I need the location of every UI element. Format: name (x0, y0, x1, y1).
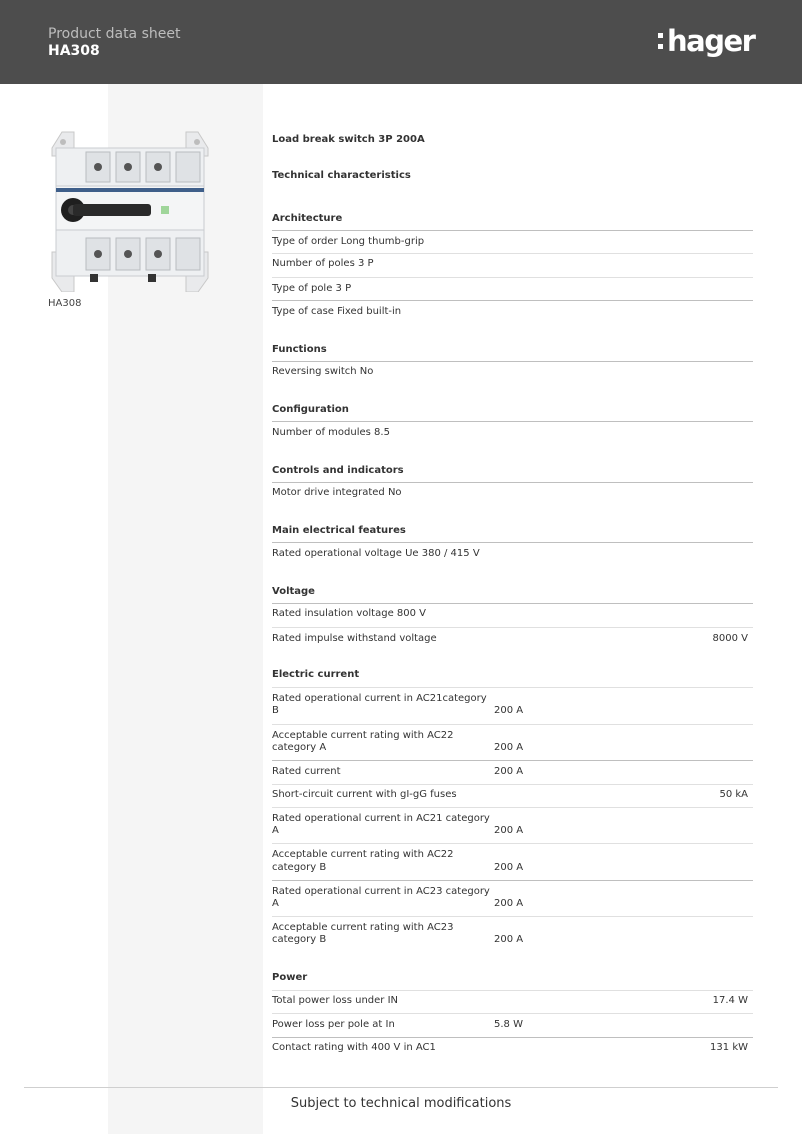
row-number-of-poles: Number of poles 3 P (272, 258, 374, 269)
divider (272, 253, 753, 254)
heading-architecture: Architecture (272, 213, 343, 224)
row-ac23a-value: 200 A (494, 898, 524, 909)
row-short-circuit-label: Short-circuit current with gI-gG fuses (272, 789, 457, 800)
divider (272, 807, 753, 808)
row-type-of-pole: Type of pole 3 P (272, 283, 352, 294)
row-ac23a-label-2: A (272, 898, 279, 909)
heading-main-electrical: Main electrical features (272, 525, 406, 536)
divider (272, 627, 753, 628)
divider (272, 230, 753, 231)
row-power-pole-value: 5.8 W (494, 1019, 523, 1030)
heading-voltage: Voltage (272, 586, 315, 597)
row-ac21b-label-1: Rated operational current in AC21category (272, 693, 487, 704)
brand-name: hager (667, 23, 755, 58)
divider (272, 1013, 753, 1014)
row-ac23b-label-2: category B (272, 934, 327, 945)
product-code: HA308 (48, 43, 100, 59)
image-caption: HA308 (48, 298, 82, 309)
row-rated-insulation-voltage: Rated insulation voltage 800 V (272, 608, 427, 619)
heading-controls: Controls and indicators (272, 465, 404, 476)
row-ac23b-value: 200 A (494, 934, 524, 945)
row-ac22a-label-1: Acceptable current rating with AC22 (272, 730, 454, 741)
divider (272, 1037, 753, 1038)
section-title: Technical characteristics (272, 170, 411, 181)
heading-power: Power (272, 972, 308, 983)
row-contact-value: 131 kW (710, 1042, 748, 1053)
divider (272, 603, 753, 604)
divider (272, 482, 753, 483)
row-ac22b-value: 200 A (494, 862, 524, 873)
row-ac22b-label-1: Acceptable current rating with AC22 (272, 849, 454, 860)
row-ac22a-value: 200 A (494, 742, 524, 753)
divider (272, 542, 753, 543)
product-title: Load break switch 3P 200A (272, 134, 425, 145)
row-ac23a-label-1: Rated operational current in AC23 category (272, 886, 490, 897)
row-number-of-modules: Number of modules 8.5 (272, 427, 390, 438)
heading-configuration: Configuration (272, 404, 349, 415)
row-impulse-value: 8000 V (712, 633, 748, 644)
product-image (48, 128, 212, 292)
divider (272, 277, 753, 278)
divider (272, 916, 753, 917)
divider (272, 687, 753, 688)
divider (272, 843, 753, 844)
document-subtitle: Product data sheet (48, 26, 181, 42)
row-ac21b-value: 200 A (494, 705, 524, 716)
heading-functions: Functions (272, 344, 327, 355)
divider (272, 724, 753, 725)
row-type-of-case: Type of case Fixed built-in (272, 306, 402, 317)
row-power-loss-label: Total power loss under IN (272, 995, 399, 1006)
row-type-of-order: Type of order Long thumb-grip (272, 236, 425, 247)
divider (272, 760, 753, 761)
divider (272, 300, 753, 301)
divider (272, 990, 753, 991)
row-contact-label: Contact rating with 400 V in AC1 (272, 1042, 436, 1053)
row-power-loss-value: 17.4 W (712, 995, 748, 1006)
footer-note: Subject to technical modifications (290, 1096, 512, 1111)
divider (272, 361, 753, 362)
brand-logo (658, 24, 754, 58)
heading-current: Electric current (272, 669, 360, 680)
row-ac21b-label-2: B (272, 705, 279, 716)
row-rated-current-label: Rated current (272, 766, 341, 777)
row-motor-drive: Motor drive integrated No (272, 487, 402, 498)
row-rated-current-value: 200 A (494, 766, 524, 777)
page-header (0, 0, 802, 84)
divider (272, 421, 753, 422)
row-impulse-label: Rated impulse withstand voltage (272, 633, 437, 644)
row-power-pole-label: Power loss per pole at In (272, 1019, 395, 1030)
row-ac21a-label-2: A (272, 825, 279, 836)
row-ac21a-label-1: Rated operational current in AC21 category (272, 813, 490, 824)
footer-divider (24, 1087, 778, 1088)
row-rated-operational-voltage: Rated operational voltage Ue 380 / 415 V (272, 548, 480, 559)
row-short-circuit-value: 50 kA (719, 789, 748, 800)
row-ac21a-value: 200 A (494, 825, 524, 836)
row-ac22a-label-2: category A (272, 742, 327, 753)
row-ac23b-label-1: Acceptable current rating with AC23 (272, 922, 454, 933)
row-ac22b-label-2: category B (272, 862, 327, 873)
logo-dots-icon (658, 33, 663, 49)
divider (272, 880, 753, 881)
row-reversing-switch: Reversing switch No (272, 366, 374, 377)
divider (272, 784, 753, 785)
